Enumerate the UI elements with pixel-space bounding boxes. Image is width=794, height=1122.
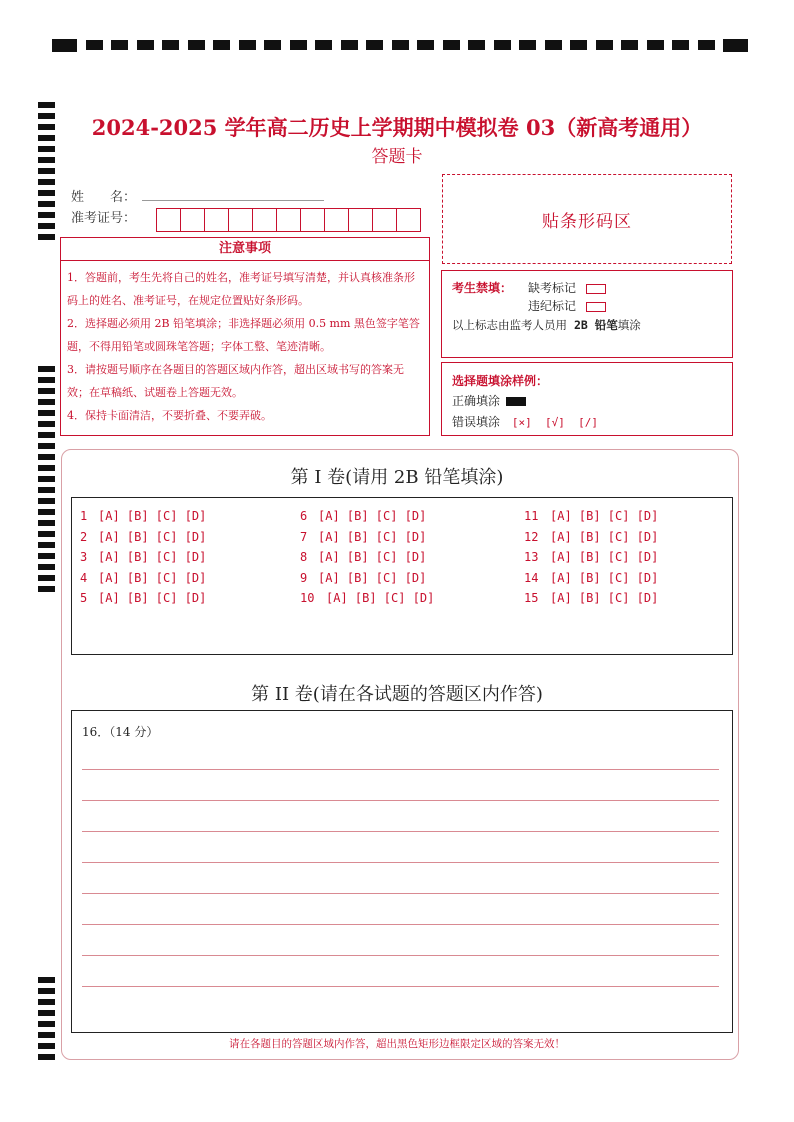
question-number: 7 [300, 529, 308, 544]
timing-mark [647, 40, 664, 50]
id-digit-box[interactable] [156, 208, 181, 232]
forbidden-note-pre: 以上标志由监考人员用 [452, 318, 567, 332]
timing-mark [621, 40, 638, 50]
violation-mark-label: 违纪标记 [528, 299, 577, 313]
timing-mark [38, 102, 55, 108]
part1-title: 第 I 卷(请用 2B 铅笔填涂) [290, 467, 504, 488]
timing-mark [137, 40, 154, 50]
timing-mark [698, 40, 715, 50]
answer-line [82, 955, 719, 956]
timing-mark [162, 40, 179, 50]
mc-question-row[interactable] [300, 506, 434, 527]
answer-options[interactable]: [A] [B] [C] [D] [98, 509, 207, 523]
timing-mark [38, 586, 55, 592]
essay-answer-box[interactable] [71, 710, 733, 1033]
timing-mark [38, 988, 55, 994]
mc-question-row[interactable] [524, 588, 658, 609]
answer-line [82, 862, 719, 863]
timing-mark [38, 432, 55, 438]
id-digit-box[interactable] [228, 208, 253, 232]
timing-mark [38, 168, 55, 174]
answer-options[interactable]: [A] [B] [C] [D] [550, 591, 659, 605]
timing-mark [239, 40, 256, 50]
timing-mark [596, 40, 613, 50]
timing-mark [38, 553, 55, 559]
notice-item: 3．请按题号顺序在各题目的答题区域内作答，超出区域书写的答案无效；在草稿纸、试题卷上答题无效。 [67, 363, 404, 399]
notice-item: 4．保持卡面清洁，不要折叠、不要弄破。 [67, 409, 272, 422]
question-16-label: 16．（14 分） [82, 725, 159, 739]
timing-mark [38, 498, 55, 504]
timing-mark [52, 39, 77, 52]
answer-options[interactable]: [A] [B] [C] [D] [318, 570, 427, 585]
notice-body [61, 261, 429, 427]
timing-mark [38, 443, 55, 449]
fill-sample-box [441, 362, 733, 436]
sample-heading: 选择题填涂样例： [452, 374, 549, 388]
id-digit-box[interactable] [300, 208, 325, 232]
answer-options[interactable]: [A] [B] [C] [D] [318, 529, 427, 544]
timing-mark [38, 223, 55, 229]
timing-mark [213, 40, 230, 50]
id-digit-box[interactable] [252, 208, 277, 232]
id-label: 准考证号： [71, 211, 137, 226]
answer-options[interactable]: [A] [B] [C] [D] [98, 570, 207, 585]
notice-box [60, 237, 430, 436]
question-number: 15 [524, 591, 539, 605]
question-number: 2 [80, 529, 88, 544]
timing-mark [443, 40, 460, 50]
mc-column-2 [300, 506, 434, 609]
timing-mark [38, 531, 55, 537]
answer-options[interactable]: [A] [B] [C] [D] [550, 550, 659, 564]
id-digit-box[interactable] [324, 208, 349, 232]
timing-mark [38, 179, 55, 185]
id-digit-box[interactable] [276, 208, 301, 232]
wrong-sample-marks: [×] [√] [/] [511, 416, 598, 429]
barcode-label: 贴条形码区 [542, 211, 632, 232]
mc-question-row[interactable] [300, 568, 434, 589]
answer-line [82, 924, 719, 925]
timing-mark [468, 40, 485, 50]
timing-mark [366, 40, 383, 50]
timing-mark [392, 40, 409, 50]
answer-line [82, 769, 719, 770]
timing-mark [341, 40, 358, 50]
correct-sample-row [452, 392, 526, 409]
question-number: 8 [300, 550, 308, 564]
mc-question-row[interactable] [524, 506, 658, 527]
absent-mark-label: 缺考标记 [528, 281, 577, 295]
question-number: 11 [524, 509, 539, 523]
mc-question-row[interactable] [524, 568, 658, 589]
id-digit-box[interactable] [372, 208, 397, 232]
notice-item: 2．选择题必须用 2B 铅笔填涂；非选择题必须用 0.5 mm 黑色签字笔答题，不得用铅笔或圆珠笔答题；字体工整、笔迹清晰。 [67, 317, 420, 353]
id-digit-box[interactable] [348, 208, 373, 232]
question-number: 12 [524, 529, 539, 544]
timing-mark [38, 377, 55, 383]
timing-mark [38, 388, 55, 394]
timing-mark [545, 40, 562, 50]
top-timing-marks [52, 38, 748, 52]
mc-question-row[interactable] [524, 527, 658, 548]
page-title: 2024-2025 学年高二历史上学期期中模拟卷 03（新高考通用） [91, 115, 703, 140]
question-number: 6 [300, 509, 308, 523]
question-number: 9 [300, 570, 308, 585]
timing-mark [38, 564, 55, 570]
timing-mark [570, 40, 587, 50]
footer-warning: 请在各题目的答题区域内作答，超出黑色矩形边框限定区域的答案无效！ [229, 1038, 565, 1050]
forbidden-note [452, 317, 641, 333]
notice-heading: 注意事项 [61, 238, 429, 261]
timing-mark [38, 977, 55, 983]
mc-column-1 [80, 506, 206, 609]
wrong-sample-row [452, 413, 598, 430]
mc-question-row[interactable] [80, 506, 206, 527]
answer-line [82, 800, 719, 801]
multiple-choice-box [71, 497, 733, 655]
wrong-sample-label: 错误填涂 [452, 415, 501, 429]
question-number: 1 [80, 509, 88, 523]
id-digit-box[interactable] [204, 208, 229, 232]
timing-mark [38, 542, 55, 548]
timing-mark [315, 40, 332, 50]
timing-mark [264, 40, 281, 50]
timing-mark [38, 575, 55, 581]
question-number: 14 [524, 570, 539, 585]
forbidden-label: 考生禁填： [452, 281, 513, 295]
answer-options[interactable]: [A] [B] [C] [D] [550, 529, 659, 544]
timing-mark [38, 1021, 55, 1027]
timing-mark [38, 421, 55, 427]
question-number: 10 [300, 591, 315, 605]
violation-mark-row [528, 297, 606, 314]
answer-line [82, 986, 719, 987]
timing-mark [38, 234, 55, 240]
answer-options[interactable]: [A] [B] [C] [D] [326, 591, 435, 605]
timing-mark [38, 201, 55, 207]
mc-question-row[interactable] [300, 588, 434, 609]
timing-mark [86, 40, 103, 50]
answer-options[interactable]: [A] [B] [C] [D] [98, 529, 207, 544]
timing-mark [290, 40, 307, 50]
page-subtitle: 答题卡 [371, 147, 423, 167]
absent-mark-row [528, 279, 606, 296]
name-field[interactable] [142, 200, 324, 201]
timing-mark [111, 40, 128, 50]
timing-mark [38, 454, 55, 460]
answer-options[interactable]: [A] [B] [C] [D] [550, 570, 659, 585]
timing-mark [672, 40, 689, 50]
answer-options[interactable]: [A] [B] [C] [D] [550, 509, 659, 523]
id-number-boxes[interactable] [156, 208, 420, 232]
timing-mark [38, 399, 55, 405]
timing-mark [38, 1054, 55, 1060]
timing-mark [38, 999, 55, 1005]
answer-options[interactable]: [A] [B] [C] [D] [318, 550, 427, 564]
answer-options[interactable]: [A] [B] [C] [D] [98, 550, 207, 564]
question-number: 13 [524, 550, 539, 564]
forbidden-fill-box [441, 270, 733, 358]
mc-question-row[interactable] [300, 527, 434, 548]
answer-line [82, 831, 719, 832]
forbidden-note-post: 填涂 [617, 318, 641, 332]
timing-mark [38, 1010, 55, 1016]
timing-mark [38, 410, 55, 416]
timing-mark [38, 366, 55, 372]
answer-line [82, 893, 719, 894]
name-label: 姓 名： [71, 190, 137, 205]
absent-mark-checkbox[interactable] [586, 284, 606, 294]
id-digit-box[interactable] [396, 208, 421, 232]
question-number: 3 [80, 550, 88, 564]
mc-question-row[interactable] [80, 547, 206, 568]
forbidden-note-bold: 2B 铅笔 [573, 318, 618, 332]
mc-question-row[interactable] [80, 568, 206, 589]
timing-mark [417, 40, 434, 50]
timing-mark [188, 40, 205, 50]
timing-mark [519, 40, 536, 50]
barcode-area [442, 174, 732, 264]
notice-item: 1．答题前，考生先将自己的姓名，准考证号填写清楚，并认真核准条形码上的姓名、准考证号，在规定位置贴好条形码。 [67, 271, 415, 307]
answer-options[interactable]: [A] [B] [C] [D] [318, 509, 427, 523]
mc-question-row[interactable] [80, 527, 206, 548]
mc-question-row[interactable] [80, 588, 206, 609]
timing-mark [38, 509, 55, 515]
question-number: 5 [80, 591, 88, 605]
timing-mark [38, 190, 55, 196]
id-digit-box[interactable] [180, 208, 205, 232]
question-number: 4 [80, 570, 88, 585]
timing-mark [38, 212, 55, 218]
mc-question-row[interactable] [300, 547, 434, 568]
left-timing-marks-lower [38, 977, 55, 1065]
mc-column-3 [524, 506, 658, 609]
timing-mark [723, 39, 748, 52]
timing-mark [494, 40, 511, 50]
part2-title: 第 II 卷(请在各试题的答题区内作答) [251, 684, 543, 705]
answer-options[interactable]: [A] [B] [C] [D] [98, 591, 207, 605]
violation-mark-checkbox[interactable] [586, 302, 606, 312]
timing-mark [38, 520, 55, 526]
correct-sample-label: 正确填涂 [452, 394, 501, 408]
mc-question-row[interactable] [524, 547, 658, 568]
filled-mark-icon [506, 397, 526, 406]
